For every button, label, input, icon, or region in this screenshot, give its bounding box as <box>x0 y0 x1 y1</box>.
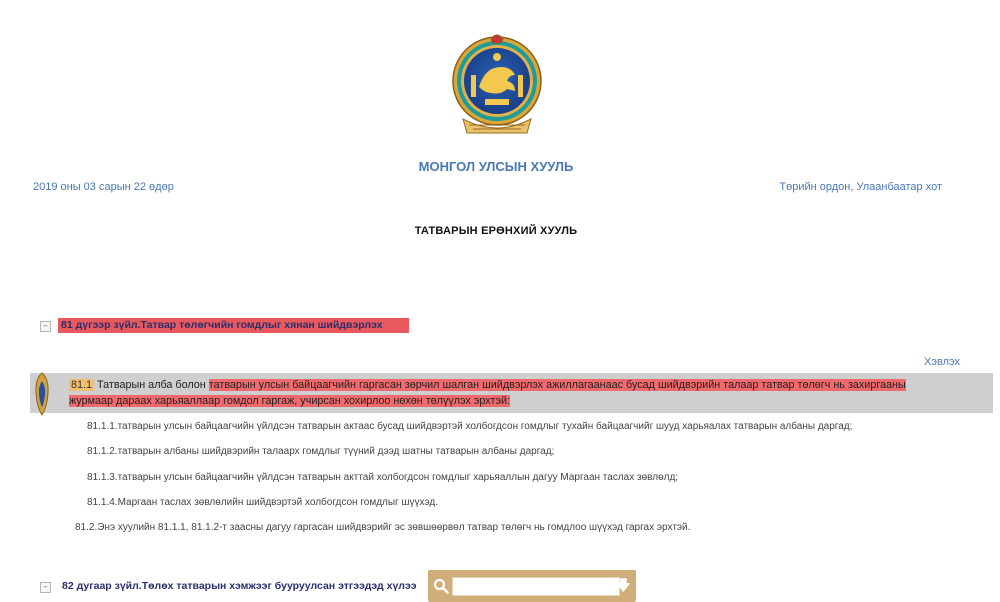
clause-81-1-text-highlighted-2: журмаар дараах харьяаллаар гомдол гаргаж, учирсан хохирлоо нөхөн төлүүлэх эрхтэй: <box>69 395 510 407</box>
state-emblem-logo <box>449 33 545 137</box>
arrow-up-icon[interactable]: 🡅 <box>598 578 613 594</box>
subclause-81-1-3: 81.1.3.татварын улсын байцаагчийн үйлдсэн татварын акттай холбогдсон гомдлыг харьяаллын дагуу Маргаан таслах зөвлөлд; <box>87 472 679 483</box>
subclause-81-1-2: 81.1.2.татварын албаны шийдвэрийн талаарх гомдлыг түүний дээд шатны татварын албаны даргад; <box>87 446 555 457</box>
subclause-81-1-1: 81.1.1.татварын улсын байцаагчийн үйлдсэн татварын актаас бусад шийдвэртэй холбогдсон гомдлыг тухайн байцаагчийг шууд харьяалах татварын албаны даргад; <box>87 421 853 432</box>
document-title: ТАТВАРЫН ЕРӨНХИЙ ХУУЛЬ <box>414 225 578 237</box>
article-82-heading[interactable]: 82 дугаар зүйл.Төлөх татварын хэмжээг бууруулсан этгээдэд хүлээ <box>62 580 417 592</box>
clause-81-1-line-1 <box>69 378 906 393</box>
subclause-81-1-4: 81.1.4.Маргаан таслах зөвлөлийн шийдвэртэй холбогдсон гомдлыг шүүхэд. <box>87 497 438 508</box>
clause-81-1-text-highlighted: татварын улсын байцаагчийн гаргасан зөрчил шалган шийдвэрлэх ажиллагаанаас бусад шийдвэрийн талаар татвар төлөгч нь захиргааны <box>208 379 906 391</box>
clause-81-2: 81.2.Энэ хуулийн 81.1.1, 81.1.2-т заасны дагуу гаргасан шийдвэрийг эс зөвшөөрвөл татвар төлөгч нь гомдлоо шүүхэд гаргах эрхтэй. <box>75 522 691 533</box>
search-input[interactable] <box>452 577 620 596</box>
print-link[interactable]: Хэвлэх <box>924 356 960 368</box>
clause-81-1-line-2 <box>69 394 510 409</box>
search-widget <box>428 570 636 602</box>
collapse-article-82-toggle[interactable]: – <box>40 582 51 593</box>
search-icon[interactable] <box>433 578 449 594</box>
emblem-marker-icon[interactable] <box>32 371 52 417</box>
law-heading: МОНГОЛ УЛСЫН ХУУЛЬ <box>418 159 574 174</box>
collapse-article-81-toggle[interactable]: – <box>40 321 51 332</box>
article-81-heading[interactable]: 81 дүгээр зүйл.Татвар төлөгчийн гомдлыг хянан шийдвэрлэх <box>58 318 409 333</box>
clause-81-1-text-plain: Татварын алба болон <box>97 379 206 391</box>
adoption-place: Төрийн ордон, Улаанбаатар хот <box>779 181 942 193</box>
arrow-down-icon[interactable]: 🡇 <box>616 578 631 594</box>
adoption-date: 2019 оны 03 сарын 22 өдөр <box>33 181 174 193</box>
clause-81-1-number: 81.1 <box>71 379 93 391</box>
